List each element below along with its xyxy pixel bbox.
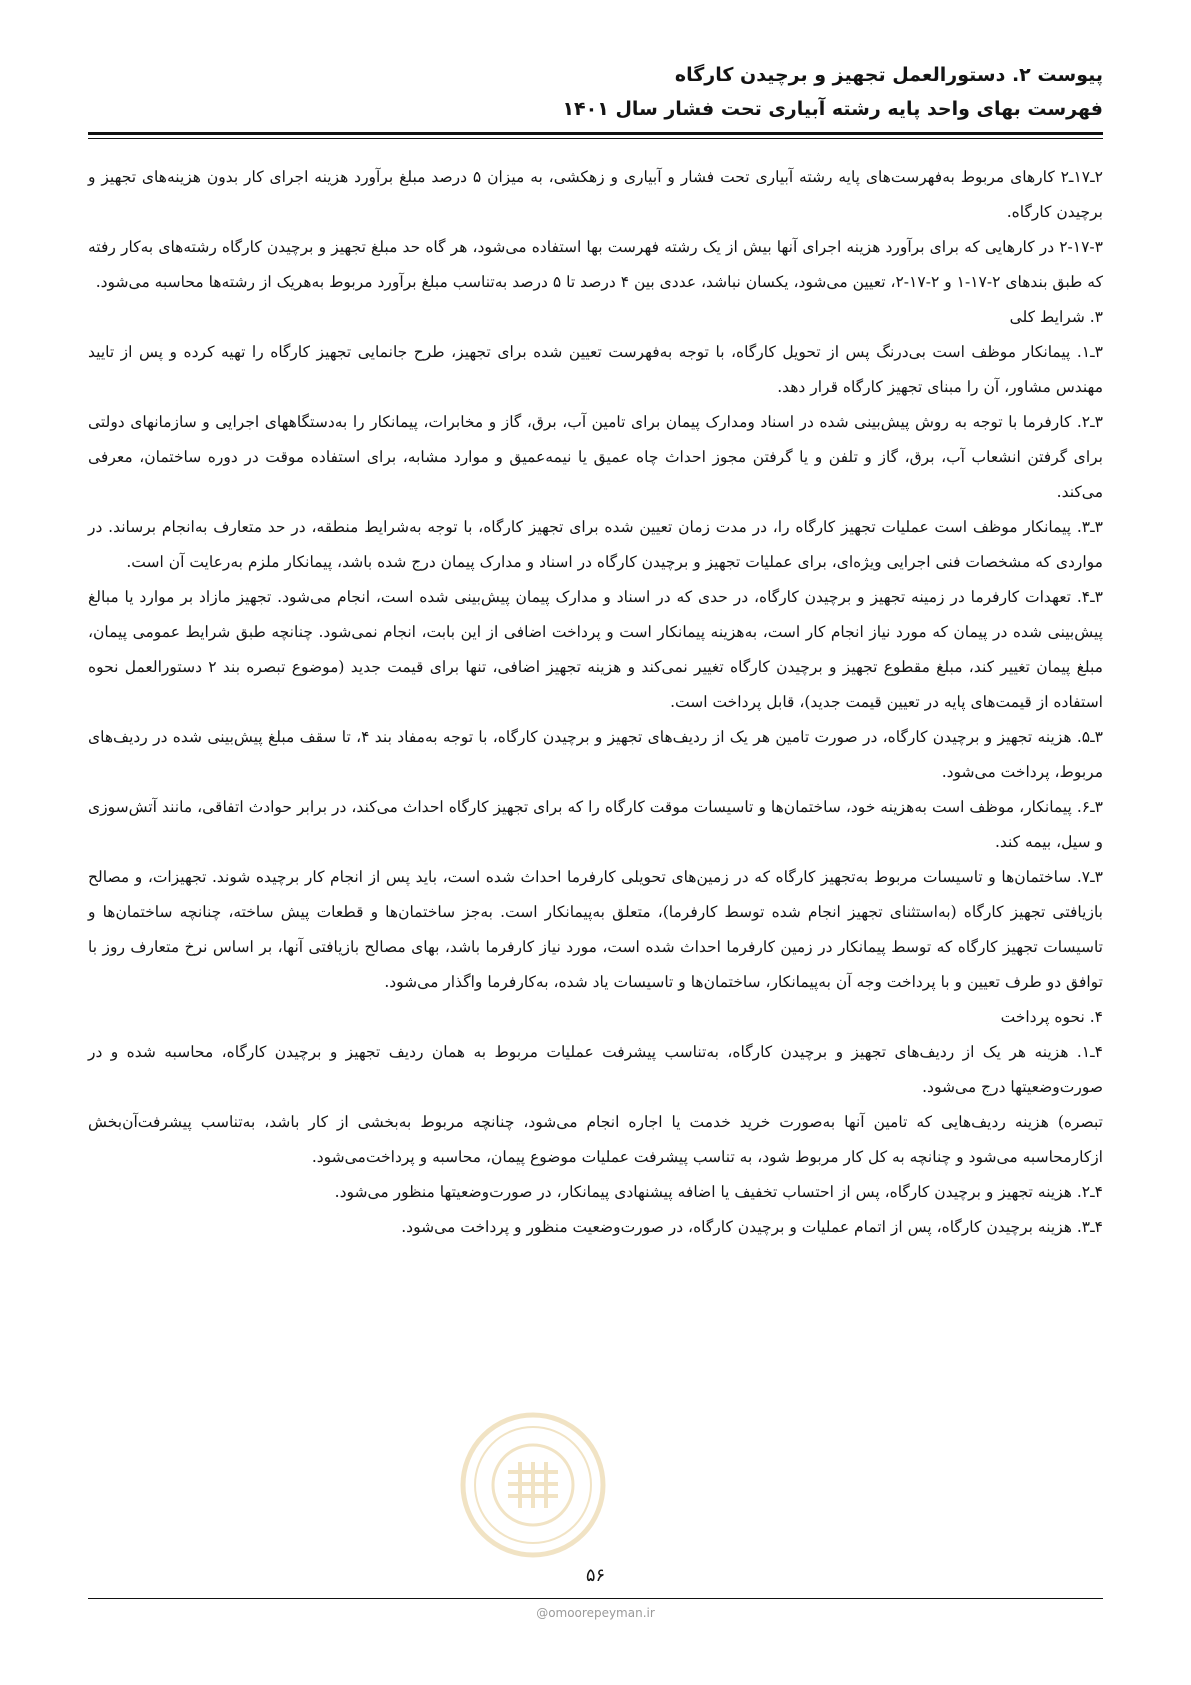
paragraph-note: تبصره) هزینه ردیف‌هایی که تامین آنها به‌صورت خرید خدمت یا اجاره انجام می‌شود، چنانچه مربوط به‌بخشی از کار باشد، به‌تناسب پیشرفت‌آن‌بخش ازکارمحاسبه می‌شود و چنانچه به کل کار مربوط شود، به تناسب پیشرفت عملیات موضوع پیمان، محاسبه و پرداخت‌می‌شود. [88,1113,1103,1166]
paragraph-3-5: ۳ـ۵. هزینه تجهیز و برچیدن کارگاه، در صورت تامین هر یک از ردیف‌های تجهیز و برچیدن کارگاه، با توجه به‌مفاد بند ۴، تا سقف مبلغ پیش‌بینی شده در ردیف‌های مربوط، پرداخت می‌شود. [88,728,1103,781]
paragraph-3-3: ۳ـ۳. پیمانکار موظف است عملیات تجهیز کارگاه را، در مدت زمان تعیین شده برای تجهیز کارگاه، با توجه به‌شرایط منطقه، در حد متعارف به‌انجام برساند. در مواردی که مشخصات فنی اجرایی ویژه‌ای، برای عملیات تجهیز و برچیدن کارگاه در اسناد و مدارک پیمان درج شده باشد، پیمانکار ملزم به‌رعایت آن است. [88,518,1103,571]
header-title-line2: فهرست بهای واحد پایه رشته آبیاری تحت فشار سال ۱۴۰۱ [562,98,1103,120]
section-heading-4: ۴. نحوه پرداخت [1000,1008,1103,1026]
paragraph-4-3: ۴ـ۳. هزینه برچیدن کارگاه، پس از اتمام عملیات و برچیدن کارگاه، در صورت‌وضعیت منظور و پرداخت می‌شود. [401,1218,1103,1236]
header-rule-thin [88,138,1103,139]
paragraph-3-4: ۳ـ۴. تعهدات کارفرما در زمینه تجهیز و برچیدن کارگاه، در حدی که در اسناد و مدارک پیمان پیش‌بینی شده است، انجام می‌شود. تجهیز مازاد بر موارد یا مبالغ پیش‌بینی شده در پیمان که مورد نیاز انجام کار است، به‌هزینه پیمانکار است و پرداخت اضافی از این بابت، انجام نمی‌شود. چنانچه طبق شرایط عمومی پیمان، مبلغ پیمان تغییر کند، مبلغ مقطوع تجهیز و برچیدن کارگاه تغییر نمی‌کند و هزینه تجهیز اضافی، تنها برای قیمت جدید (موضوع تبصره بند ۲ دستورالعمل نحوه استفاده از قیمت‌های پایه در تعیین قیمت جدید)، قابل پرداخت است. [88,588,1103,711]
document-body [88,160,1103,1245]
paragraph-3-2: ۳ـ۲. کارفرما با توجه به روش پیش‌بینی شده در اسناد ومدارک پیمان برای تامین آب، برق، گاز و مخابرات، پیمانکار را به‌دستگاههای اجرایی و سازمانهای دولتی برای گرفتن انشعاب آب، برق، گاز و تلفن و یا گرفتن مجوز احداث چاه عمیق یا نیمه‌عمیق و موارد مشابه، برای استفاده موقت در دوره ساختمان، معرفی می‌کند. [88,413,1103,501]
page-number: ۵۶ [585,1565,606,1586]
paragraph-3-6: ۳ـ۶. پیمانکار، موظف است به‌هزینه خود، ساختمان‌ها و تاسیسات موقت کارگاه را که برای تجهیز کارگاه احداث می‌کند، در برابر حوادث اتفاقی، مانند آتش‌سوزی و سیل، بیمه کند. [88,798,1103,851]
paragraph-2-17-2: ۲ـ۱۷ـ۲ کارهای مربوط به‌فهرست‌های پایه رشته آبیاری تحت فشار و آبیاری و زهکشی، به میزان ۵ درصد مبلغ برآورد هزینه اجرای کار بدون هزینه‌های تجهیز و برچیدن کارگاه. [88,168,1103,221]
seal-logo-icon [458,1410,608,1560]
paragraph-4-1: ۴ـ۱. هزینه هر یک از ردیف‌های تجهیز و برچیدن کارگاه، به‌تناسب پیشرفت عملیات مربوط به همان ردیف تجهیز و برچیدن کارگاه، محاسبه شده و در صورت‌وضعیتها درج می‌شود. [88,1043,1103,1096]
paragraph-3-7: ۳ـ۷. ساختمان‌ها و تاسیسات مربوط به‌تجهیز کارگاه که در زمین‌های تحویلی کارفرما احداث شده است، باید پس از انجام کار برچیده شوند. تجهیزات، و مصالح بازیافتی تجهیز کارگاه (به‌استثنای تجهیز انجام شده توسط کارفرما)، متعلق به‌پیمانکار است. به‌جز ساختمان‌ها و قطعات پیش ساخته، چنانچه ساختمان‌ها و تاسیسات تجهیز کارگاه که توسط پیمانکار در زمین کارفرما احداث شده است، مورد نیاز کارفرما باشد، بهای مصالح بازیافتی آنها، بر اساس نرخ متعارف روز با توافق دو طرف تعیین و با پرداخت وجه آن به‌پیمانکار، ساختمان‌ها و تاسیسات یاد شده، به‌کارفرما واگذار می‌شود. [88,868,1103,991]
paragraph-2-17-3: ۲-۱۷-۳ در کارهایی که برای برآورد هزینه اجرای آنها بیش از یک رشته فهرست بها استفاده می‌شود، هر گاه حد مبلغ تجهیز و برچیدن کارگاه رشته‌های به‌کار رفته که طبق بندهای ۲-۱۷-۱ و ۲-۱۷-۲، تعیین می‌شود، یکسان نباشد، عددی بین ۴ درصد تا ۵ درصد به‌تناسب مبلغ برآورد مربوط به‌هریک از رشته‌ها محاسبه می‌شود. [88,238,1103,291]
page-header [88,58,1103,126]
footer-website: @omoorepeyman.ir [536,1606,655,1620]
section-heading-3: ۳. شرایط کلی [1009,308,1103,326]
header-title-line1: پیوست ۲. دستورالعمل تجهیز و برچیدن کارگاه [674,64,1103,86]
paragraph-3-1: ۳ـ۱. پیمانکار موظف است بی‌درنگ پس از تحویل کارگاه، با توجه به‌فهرست تعیین شده برای تجهیز، طرح جانمایی تجهیز کارگاه را تهیه کرده و پس از تایید مهندس مشاور، آن را مبنای تجهیز کارگاه قرار دهد. [88,343,1103,396]
paragraph-4-2: ۴ـ۲. هزینه تجهیز و برچیدن کارگاه، پس از احتساب تخفیف یا اضافه پیشنهادی پیمانکار، در صورت‌وضعیتها منظور می‌شود. [334,1183,1103,1201]
header-rule-thick [88,132,1103,135]
footer-rule [88,1598,1103,1599]
